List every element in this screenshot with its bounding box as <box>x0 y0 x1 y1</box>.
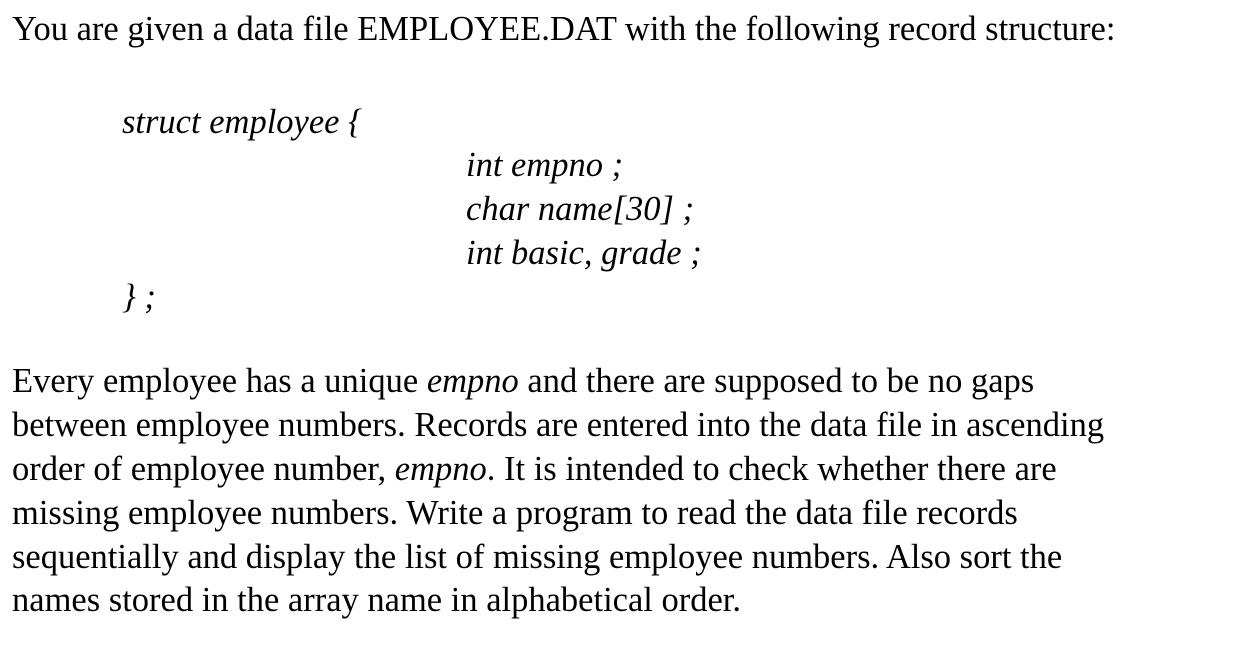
empno-emphasis: empno <box>426 362 519 400</box>
paragraph-line-3 <box>12 452 1057 487</box>
paragraph-line-1-text-b: and there are supposed to be no gaps <box>518 362 1035 400</box>
paragraph-line-3-text-b: . It is intended to check whether there are <box>486 450 1057 488</box>
struct-field-empno: int empno ; <box>466 146 624 184</box>
intro-text: You are given a data file EMPLOYEE.DAT with the following record structure: <box>12 10 1116 48</box>
paragraph-line-3-text-a: order of employee number, <box>12 450 395 488</box>
struct-declaration-close: } ; <box>122 278 156 316</box>
paragraph-line-2: between employee numbers. Records are entered into the data file in ascending <box>12 406 1105 444</box>
paragraph-line-4: missing employee numbers. Write a program to read the data file records <box>12 494 1018 532</box>
struct-declaration-open: struct employee { <box>122 103 362 141</box>
paragraph-line-6: names stored in the array name in alphabetical order. <box>12 581 741 619</box>
paragraph-line-5: sequentially and display the list of missing employee numbers. Also sort the <box>12 538 1063 576</box>
struct-field-name: char name[30] ; <box>466 190 695 228</box>
paragraph-line-1 <box>12 364 1034 399</box>
paragraph-line-1-text-a: Every employee has a unique <box>12 362 427 400</box>
struct-field-basic-grade: int basic, grade ; <box>466 234 702 272</box>
empno-emphasis: empno <box>394 450 487 488</box>
